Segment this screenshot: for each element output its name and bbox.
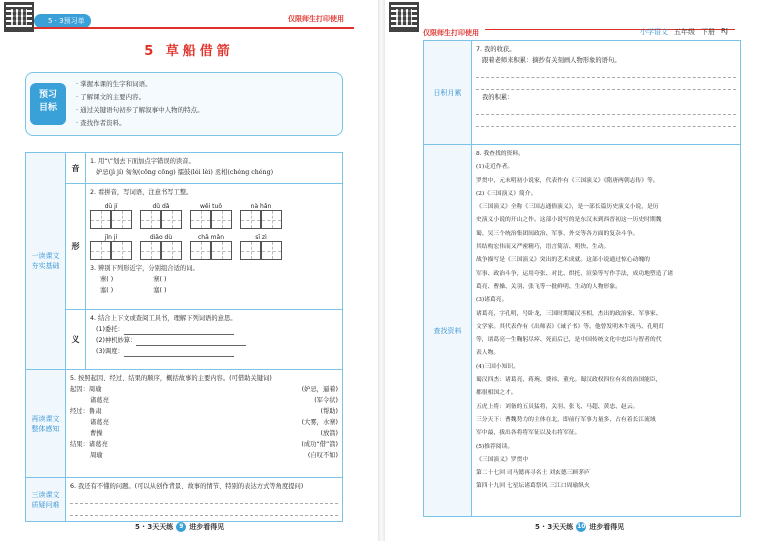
q8-line: 第二十七回 司马懿再寻名士 刘玄德三顾茅庐 bbox=[476, 470, 590, 477]
book-spine bbox=[378, 0, 385, 541]
question-8: 8. 我查找的资料。 (1)走近作者。 罗贯中，元末明初小说家，代表作有《三国演义》《隋唐两朝志传》等。 (2)《三国演义》简介。 《三国演义》全称《三国志通俗演义》，是一部长篇历史演义小说，是历 史演义小说的开山之作。这部小说写的是东汉末到西晋初这一历史时期魏 蜀、吴三个统治集团间政治、军事、外交等各方面的复杂斗争。 其结构宏伟而又严密精巧，语言简洁、明快、生动。 战争描写是《三国演义》突出的艺术成就。这部小说通过惊心动魄的 军事、政治斗争，运用夸张、对比、烘托、渲染等写作手法，成功地塑造了诸 葛亮、曹操、关羽、张飞等一批鲜明、生动的人物形象。 (3)诸葛亮。 诸葛亮，字孔明，号卧龙，三国时期蜀汉丞相，杰出的政治家、军事家、 文学家。其代表作有《出师表》《诫子书》等。他曾发明木牛流马、孔明灯 等，诸葛亮一生鞠躬尽瘁、死而后已，是中国传统文化中忠臣与智者的代 表人物。 (4)三国小知识。 蜀汉四杰：诸葛亮、蒋琬、费祎、董允。蜀汉政权四位有名的治国能臣， 都很相国之才。 五虎上将：刘备的五员猛将，关羽、张飞、马超、黄忠、赵云。 三分天下：曹魏势力的主体在北，即前行军事力量多，占有着长江流域 军中最，拔出各将将军征以及右将军征。 (5)推荐阅读。 《三国演义》罗贯中 第二十七回 司马懿再寻名士 刘玄德三顾茅庐 第四十九回 七星坛诸葛祭风 三江口周瑜纵火 bbox=[472, 145, 741, 517]
writing-boxes[interactable] bbox=[140, 210, 182, 229]
question-5: 5. 按照起因、经过、结果的顺序，概括故事的主要内容。(可借助关键词) 起因：周瑜 (妒忌，逼着) 诸葛亮 (军令状) 经过：鲁肃 (帮助) 诸葛亮 (大雾，水寨) 曹操 (放箭) 结果：诸葛亮 (成功“借”箭) 周瑜 (自叹不如) bbox=[66, 370, 343, 478]
q8-line: 军事、政治斗争，运用夸张、对比、烘托、渲染等写作手法，成功地塑造了诸 bbox=[476, 270, 674, 277]
writing-boxes[interactable] bbox=[90, 241, 132, 260]
q8-line: 罗贯中，元末明初小说家，代表作有《三国演义》《隋唐两朝志传》等。 bbox=[476, 177, 659, 184]
q8-line: 其结构宏伟而又严密精巧，语言简洁、明快、生动。 bbox=[476, 244, 610, 251]
worksheet-table bbox=[25, 152, 343, 522]
preview-goal: · 了解课文的主要内容。 bbox=[76, 93, 146, 101]
answer-line[interactable] bbox=[70, 506, 338, 516]
writing-boxes[interactable] bbox=[240, 241, 282, 260]
right-page bbox=[385, 0, 770, 541]
question-1: 1. 用“\”划去下面加点字错误的读音。 妒忌(jì jí) 匆匆(cōng cōng) 擂鼓(léi lèi) 丞相(chéng chéng) bbox=[86, 153, 343, 184]
pair-item[interactable]: 寨( ) bbox=[153, 276, 167, 283]
q8-line: 文学家。其代表作有《出师表》《诫子书》等。他曾发明木牛流马、孔明灯 bbox=[476, 323, 665, 330]
preview-goal: · 查找作者资料。 bbox=[76, 119, 126, 127]
print-note: 仅限师生打印使用 bbox=[288, 15, 344, 23]
q8-line: 等，诸葛亮一生鞠躬尽瘁、死而后已，是中国传统文化中忠臣与智者的代 bbox=[476, 337, 662, 344]
footer-left: 5 · 3天天练 9 进步看得见 bbox=[135, 523, 225, 531]
q8-line: 蜀汉四杰：诸葛亮、蒋琬、费祎、董允。蜀汉政权四位有名的治国能臣， bbox=[476, 377, 662, 384]
answer-line[interactable] bbox=[136, 338, 246, 346]
writing-boxes[interactable] bbox=[190, 210, 232, 229]
q8-line: 葛亮、曹操、关羽、张飞等一批鲜明、生动的人物形象。 bbox=[476, 283, 621, 290]
q8-line: (2)《三国演义》简介。 bbox=[476, 190, 537, 197]
worksheet-table-right bbox=[423, 40, 741, 517]
header-rule bbox=[34, 27, 354, 29]
pair-item[interactable]: 塞( ) bbox=[100, 287, 114, 294]
pair-item[interactable]: 塞( ) bbox=[153, 287, 167, 294]
section1-label: 一读课文 夯实基础 bbox=[26, 153, 66, 370]
answer-line[interactable] bbox=[476, 117, 736, 127]
question-7: 7. 我的收获。 跟着老师来积累：摘抄有关刻画人物形象的语句。 我的积累： bbox=[472, 41, 741, 145]
q8-line: 三分天下：曹魏势力的主体在北，即前行军事力量多，占有着长江流域 bbox=[476, 416, 656, 423]
q8-line: 第四十九回 七星坛诸葛祭风 三江口周瑜纵火 bbox=[476, 483, 590, 490]
q8-line: 战争描写是《三国演义》突出的艺术成就。这部小说通过惊心动魄的 bbox=[476, 257, 650, 264]
page-number: 9 bbox=[176, 522, 186, 532]
q8-line: (5)推荐阅读。 bbox=[476, 443, 514, 450]
pair-item[interactable]: 寨( ) bbox=[100, 276, 114, 283]
writing-boxes[interactable] bbox=[190, 241, 232, 260]
q8-line: 五虎上将：刘备的五员猛将，关羽、张飞、马超、黄忠、赵云。 bbox=[476, 403, 639, 410]
q8-line: 诸葛亮，字孔明，号卧龙，三国时期蜀汉丞相，杰出的政治家、军事家、 bbox=[476, 310, 662, 317]
qr-code-icon bbox=[4, 2, 34, 32]
writing-boxes[interactable] bbox=[90, 210, 132, 229]
preview-goals-box bbox=[25, 72, 343, 136]
page-number: 10 bbox=[577, 523, 586, 530]
writing-boxes[interactable] bbox=[140, 241, 182, 260]
word-pairs bbox=[90, 274, 338, 296]
q8-line: 军中最，拔出各将将军征以及右将军征。 bbox=[476, 430, 581, 437]
q8-line: 《三国演义》全称《三国志通俗演义》，是一部长篇历史演义小说，是历 bbox=[476, 204, 659, 211]
q8-line: 表人物。 bbox=[476, 350, 500, 357]
section2-label: 再读课文 整体感知 bbox=[26, 370, 66, 478]
q8-line: (1)走近作者。 bbox=[476, 164, 514, 171]
q8-line: 都很相国之才。 bbox=[476, 390, 517, 397]
section4-label: 日积月累 bbox=[424, 41, 472, 145]
yin-label: 音 bbox=[66, 153, 86, 184]
preview-badge: 预习 目标 bbox=[30, 83, 66, 125]
section5-label: 查找资料 bbox=[424, 145, 472, 517]
left-page bbox=[0, 0, 378, 541]
pinyin-row: dū jí dǔ dǎ wěi tuō nà hǎn bbox=[90, 201, 338, 229]
q8-line: 《三国演义》罗贯中 bbox=[476, 456, 529, 463]
question-2-3: 2. 看拼音，写词语，注意书写工整。 dū jí dǔ dǎ wěi tuō nà hǎn jǐn jí diāo dù chā mǎn sī zì 3. 辨别下列形近字，分别组合适的词。 寨( ) 塞( ) 寨( ) 塞( ) bbox=[86, 184, 343, 310]
qr-code-icon bbox=[389, 2, 419, 32]
question-4: 4. 结合上下文或查阅工具书，理解下列词语的意思。 (1)委托： (2)神机妙算： (3)调度： bbox=[86, 310, 343, 370]
header-meta: 小学语文 五年级 下册 RJ bbox=[640, 27, 728, 36]
section3-label: 三读课文 质疑问难 bbox=[26, 478, 66, 522]
pinyin-row: jǐn jí diāo dù chā mǎn sī zì bbox=[90, 232, 338, 260]
footer-right: 5 · 3天天练 10 进步看得见 bbox=[535, 523, 625, 531]
q8-line: 蜀、吴三个统治集团间政治、军事、外交等各方面的复杂斗争。 bbox=[476, 230, 639, 237]
writing-boxes[interactable] bbox=[240, 210, 282, 229]
pinyin-choices[interactable]: 妒忌(jì jí) 匆匆(cōng cōng) 擂鼓(léi lèi) 丞相(chéng chéng) bbox=[96, 169, 274, 176]
section-tag: 5 · 3预习单 bbox=[34, 14, 91, 28]
q8-line: (4)三国小知识。 bbox=[476, 363, 519, 370]
answer-line[interactable] bbox=[124, 349, 234, 357]
q8-line: 史演义小说的开山之作。这部小说写的是东汉末到西晋初这一历史时期魏 bbox=[476, 217, 662, 224]
answer-line[interactable] bbox=[70, 494, 338, 504]
q8-line: (3)诸葛亮。 bbox=[476, 297, 508, 304]
question-6: 6. 我还有不懂的问题。(可以从创作背景、故事的情节、特别的表达方式等角度提问) bbox=[66, 478, 343, 522]
print-note: 仅限师生打印使用 bbox=[423, 29, 479, 37]
preview-goal: · 掌握本课的生字和词语。 bbox=[76, 80, 152, 88]
xing-label: 形 bbox=[66, 184, 86, 310]
answer-line[interactable] bbox=[476, 68, 736, 78]
preview-goal: · 通过关键语句初步了解叙事中人物的特点。 bbox=[76, 106, 204, 114]
answer-line[interactable] bbox=[476, 105, 736, 115]
answer-line[interactable] bbox=[476, 80, 736, 90]
yi-label: 义 bbox=[66, 310, 86, 370]
preview-goals-list bbox=[76, 78, 204, 130]
lesson-title: 5 草船借箭 bbox=[144, 44, 234, 59]
answer-line[interactable] bbox=[124, 327, 234, 335]
